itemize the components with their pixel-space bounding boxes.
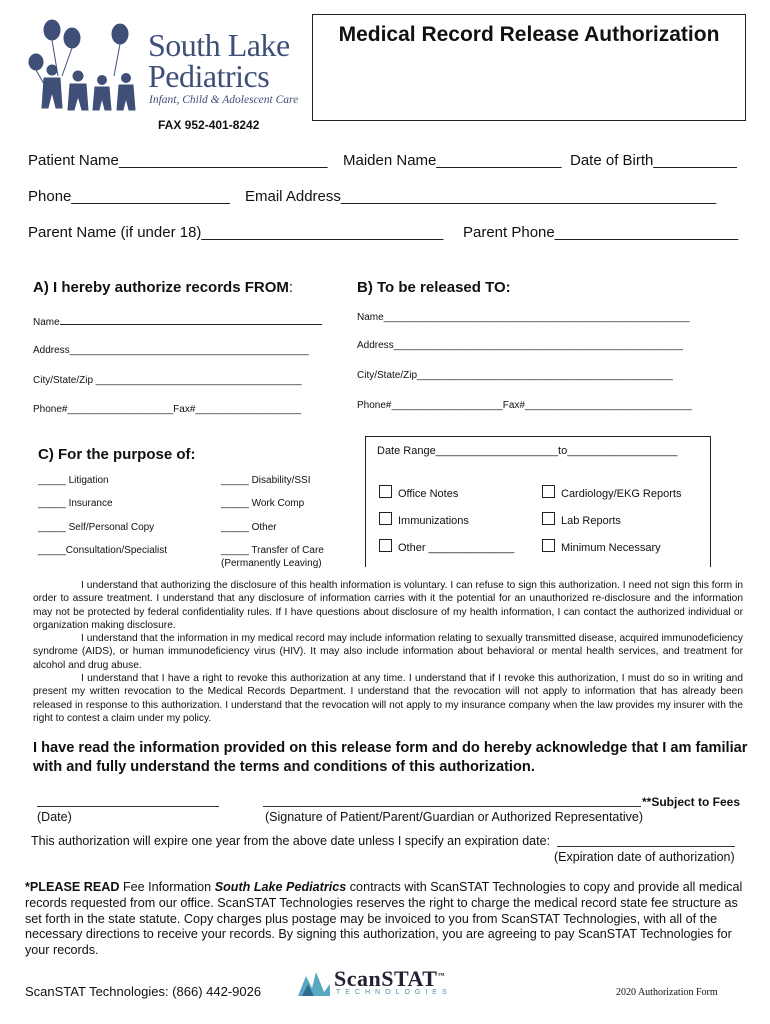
legal-paragraph: I understand that authorizing the disclosure of this health information is voluntary. I can refuse to sign this authorization. I need not sign this form in order to assure treatment. I understand that any disclosure of information carries with it the potential for an unauthorized re-disclosure and the information may not be protected by federal confidentiality rules. If I have questions about disclosure of my health information, I can contact the authorized individual or organization making disclosure. [33,580,743,631]
footer-phone: ScanSTAT Technologies: (866) 442-9026 [25,984,262,999]
purpose-disability[interactable]: _____ Disability/SSI [221,475,311,486]
email-field[interactable]: Email Address_____________________________________________ [245,188,717,205]
purpose-other[interactable]: _____ Other [221,522,277,533]
other-checkbox[interactable] [379,539,392,552]
minimum-necessary-option[interactable]: Minimum Necessary [542,539,661,554]
fee-information: *PLEASE READ Fee Information South Lake Pediatrics contracts with ScanSTAT Technologies to copy and provide all medical records requested from our office. ScanSTAT Technologies reserves the right to charge the medical record state fee structure as set forth in the state statute. Copy charges plus postage may be invoiced to you from ScanSTAT Technologies, with all of the necessary directions to receive your records. By signing this authorization, you are agreeing to pay ScanSTAT Technologies for your records. [25,880,743,958]
purpose-work-comp[interactable]: _____ Work Comp [221,498,305,509]
purpose-transfer-sub: (Permanently Leaving) [221,558,322,569]
purpose-insurance[interactable]: _____ Insurance [38,498,113,509]
purpose-litigation[interactable]: _____ Litigation [38,475,109,486]
parent-phone-field[interactable]: Parent Phone______________________ [463,224,739,241]
signature-line[interactable] [263,806,641,807]
date-label: (Date) [37,810,72,824]
date-range-field[interactable]: Date Range____________________to__________________ [377,445,678,457]
lab-reports-option[interactable]: Lab Reports [542,512,621,527]
section-a-heading: A) I hereby authorize records FROM: [33,279,294,296]
immunizations-checkbox[interactable] [379,512,392,525]
expiration-label: (Expiration date of authorization) [554,850,735,864]
to-phone-fax-field[interactable]: Phone#____________________Fax#______________________________ [357,400,692,411]
other-option[interactable]: Other ______________ [379,539,514,554]
acknowledgement: I have read the information provided on this release form and do hereby acknowledge that I am familiar with and fully understand the terms and conditions of this authorization. [33,740,748,775]
from-city-field[interactable]: City/State/Zip _____________________________________ [33,375,302,386]
date-of-birth-field[interactable]: Date of Birth__________ [570,152,737,169]
section-b-heading: B) To be released TO: [357,279,511,296]
date-line[interactable] [37,806,219,807]
subject-to-fees: **Subject to Fees [642,795,741,809]
legal-paragraph: I understand that the information in my medical record may include information relating to sexually transmitted disease, acquired immunodeficiency syndrome (AIDS), or human immunodeficiency virus (HIV). It may also include information about behavioral or mental health services, and treatment for alcohol and drug abuse. [33,633,743,671]
scanstat-mark-icon [296,970,332,998]
legal-text [33,579,743,725]
expiration-text: This authorization will expire one year from the above date unless I specify an expiration date: [31,834,551,848]
signature-label: (Signature of Patient/Parent/Guardian or Authorized Representative) [265,810,643,824]
purpose-transfer-of-care[interactable]: _____ Transfer of Care [221,545,324,556]
cardiology-checkbox[interactable] [542,485,555,498]
legal-paragraph: I understand that I have a right to revoke this authorization at any time. I understand that if I revoke this authorization, I must do so in writing and present my written revocation to the Medical Records Department. I understand that the revocation will not apply to information that has already been released in response to this authorization. I understand that the revocation will not apply to my insurance company when the law provides my insurer with the right to contest a claim under my policy. [33,673,743,724]
title-box [312,14,746,121]
fax-number: FAX 952-401-8242 [158,118,260,132]
scanstat-sub: TECHNOLOGIES [336,989,452,996]
logo-tagline: Infant, Child & Adolescent Care [149,94,299,106]
form-id: 2020 Authorization Form [616,987,718,998]
office-notes-option[interactable]: Office Notes [379,485,458,500]
to-name-field[interactable]: Name_______________________________________________________ [357,312,690,323]
expiration-line[interactable] [557,846,735,847]
office-notes-checkbox[interactable] [379,485,392,498]
from-phone-fax-field[interactable]: Phone#___________________Fax#___________________ [33,404,302,415]
scanstat-logo [296,968,466,1000]
to-city-field[interactable]: City/State/Zip______________________________________________ [357,370,673,381]
purpose-consultation[interactable]: _____Consultation/Specialist [38,545,167,556]
parent-name-field[interactable]: Parent Name (if under 18)_____________________________ [28,224,444,241]
purpose-personal-copy[interactable]: _____ Self/Personal Copy [38,522,155,533]
cardiology-option[interactable]: Cardiology/EKG Reports [542,485,681,500]
section-c-heading: C) For the purpose of: [38,446,196,463]
phone-field[interactable]: Phone___________________ [28,188,230,205]
lab-reports-checkbox[interactable] [542,512,555,525]
from-name-field[interactable]: Name [33,315,322,328]
from-address-field[interactable]: Address___________________________________________ [33,345,309,356]
balloon-family-icon [22,18,147,113]
to-address-field[interactable]: Address____________________________________________________ [357,340,683,351]
scanstat-name: ScanSTAT™ [334,966,445,991]
immunizations-option[interactable]: Immunizations [379,512,469,527]
minimum-necessary-checkbox[interactable] [542,539,555,552]
logo-name: South Lake Pediatrics [148,27,290,94]
patient-name-field[interactable]: Patient Name_________________________ [28,152,328,169]
maiden-name-field[interactable]: Maiden Name_______________ [343,152,562,169]
clinic-logo [22,18,302,113]
page-title: Medical Record Release Authorization [338,23,720,46]
